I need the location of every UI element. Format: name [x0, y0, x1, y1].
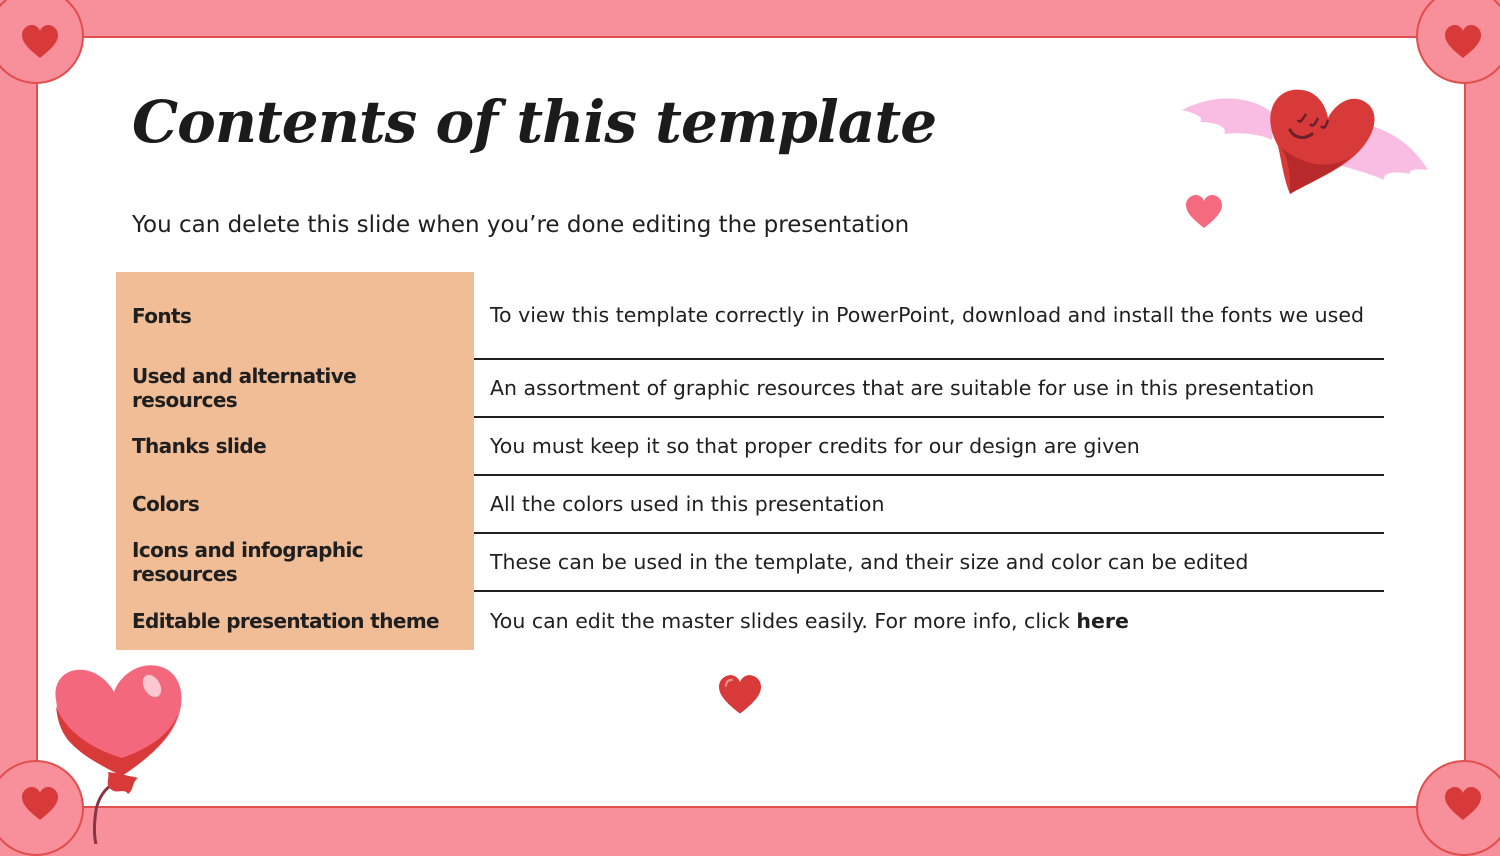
table-row — [116, 591, 1384, 650]
table-row — [116, 417, 1384, 475]
heart-icon — [1443, 24, 1483, 60]
contents-table — [116, 272, 1384, 650]
row-description-text: You can edit the master slides easily. For more info, click — [490, 609, 1077, 633]
table-row — [116, 475, 1384, 533]
row-description: You must keep it so that proper credits for our design are given — [474, 417, 1384, 475]
red-heart-icon — [716, 674, 764, 716]
here-link[interactable]: here — [1076, 609, 1129, 633]
table-row — [116, 359, 1384, 417]
row-label: Icons and infographic resources — [116, 533, 474, 591]
row-label: Used and alternative resources — [116, 359, 474, 417]
heart-balloon-icon — [52, 660, 186, 844]
row-description: These can be used in the template, and their size and color can be edited — [474, 533, 1384, 591]
heart-icon — [20, 24, 60, 60]
small-heart-icon — [1184, 194, 1224, 230]
row-label: Editable presentation theme — [116, 591, 474, 650]
row-label: Fonts — [116, 272, 474, 359]
row-label: Thanks slide — [116, 417, 474, 475]
page-title: Contents of this template — [132, 88, 937, 156]
row-description: All the colors used in this presentation — [474, 475, 1384, 533]
page-subtitle: You can delete this slide when you’re done editing the presentation — [132, 212, 910, 238]
row-description — [474, 591, 1384, 650]
heart-icon — [1443, 786, 1483, 822]
table-row — [116, 272, 1384, 359]
table-row — [116, 533, 1384, 591]
winged-heart-icon — [1178, 84, 1430, 200]
row-description: An assortment of graphic resources that are suitable for use in this presentation — [474, 359, 1384, 417]
row-description: To view this template correctly in PowerPoint, download and install the fonts we used — [474, 272, 1384, 359]
row-label: Colors — [116, 475, 474, 533]
